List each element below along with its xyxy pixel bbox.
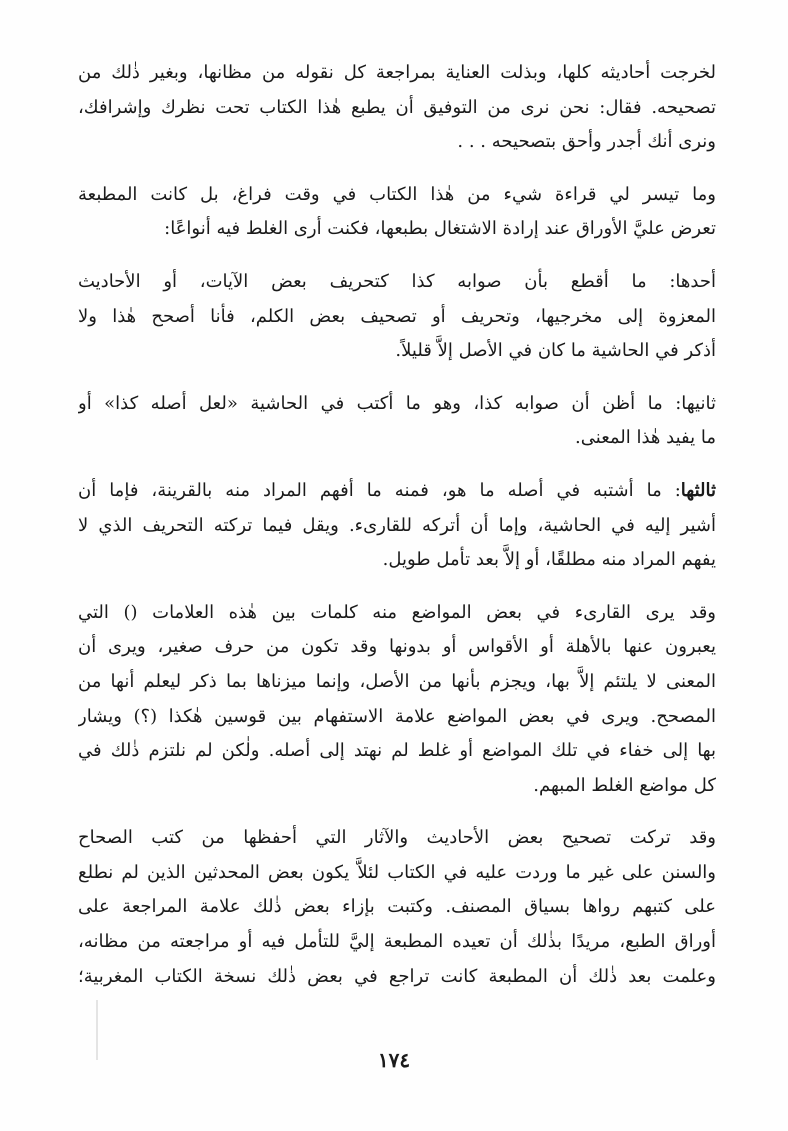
paragraph-6	[78, 596, 716, 804]
text-line: المعنى لا يلتئم إلاَّ بها، ويجزم بأنها من الأصل، وإنما ميزناها بما ذكر ليعلم أنها من	[78, 670, 716, 692]
text-line: كل مواضع الغلط المبهم.	[533, 774, 716, 796]
paragraph-5	[78, 474, 716, 578]
text-line: أشير إليه في الحاشية، وإما أن أتركه للقارىء. ويقل فيما تركته التحريف الذي لا	[78, 514, 716, 536]
paragraph-7	[78, 821, 716, 994]
paragraph-2	[78, 178, 716, 247]
text-line: المعزوة إلى مخرجيها، وتحريف أو تصحيف بعض الكلم، فأنا أصحح هٰذا ولا	[78, 305, 716, 327]
text-line: على كتبهم رواها بسياق المصنف. وكتبت بإزاء بعض ذٰلك علامة المراجعة على	[78, 896, 716, 918]
text-line: بها إلى خفاء في تلك المواضع أو غلط لم نهتد إلى أصله. ولٰكن لم نلتزم ذٰلك في	[78, 740, 716, 762]
paragraph-4	[78, 387, 716, 456]
text-line: تعرض عليَّ الأوراق عند إرادة الاشتغال بطبعها، فكنت أرى الغلط فيه أنواعًا:	[164, 218, 716, 240]
text-line: وعلمت بعد ذٰلك أن المطبعة كانت تراجع في بعض ذٰلك نسخة الكتاب المغربية؛	[78, 965, 716, 987]
text-line: أوراق الطبع، مريدًا بذٰلك أن تعيده المطبعة إليَّ للتأمل فيه أو مراجعته من مظانه،	[78, 931, 716, 953]
text-line: أذكر في الحاشية ما كان في الأصل إلاَّ قليلاً.	[395, 340, 716, 362]
text-line: ما يفيد هٰذا المعنى.	[575, 427, 716, 449]
text-line: وقد تركت تصحيح بعض الأحاديث والآثار التي أحفظها من كتب الصحاح	[78, 827, 716, 849]
paragraph-3	[78, 265, 716, 369]
text-line: والسنن على غير ما وردت عليه في الكتاب لئلاَّ يكون بعض المحدثين الذين لم نطلع	[78, 861, 716, 883]
text-line: وقد يرى القارىء في بعض المواضع منه كلمات بين هٰذه العلامات () التي	[78, 601, 716, 623]
text-line: يفهم المراد منه مطلقًا، أو إلاَّ بعد تأمل طويل.	[382, 549, 716, 571]
text-line: أحدها: ما أقطع بأن صوابه كذا كتحريف بعض الآيات، أو الأحاديث	[78, 270, 716, 292]
text-line: وما تيسر لي قراءة شيء من هٰذا الكتاب في وقت فراغ، بل كانت المطبعة	[78, 183, 716, 205]
body-text	[78, 56, 716, 1012]
text-line: ونرى أنك أجدر وأحق بتصحيحه . . .	[457, 131, 716, 153]
text-line: يعبرون عنها بالأهلة أو الأقواس أو بدونها وقد تكون من حرف صغير، ويرى أن	[78, 636, 716, 658]
text-line: لخرجت أحاديثه كلها، وبذلت العناية بمراجعة كل نقوله من مظانها، وبغير ذٰلك من	[78, 62, 716, 83]
text-line	[78, 474, 716, 509]
text-line: تصحيحه. فقال: نحن نرى من التوفيق أن يطبع هٰذا الكتاب تحت نظرك وإشرافك،	[78, 96, 716, 118]
text-segment: : ما أشتبه في أصله ما هو، فمنه ما أفهم المراد منه بالقرينة، فإما أن	[78, 479, 681, 501]
text-line: المصحح. ويرى في بعض المواضع علامة الاستفهام بين قوسين هٰكذا (؟) ويشار	[78, 705, 716, 727]
text-line: ثانيها: ما أظن أن صوابه كذا، وهو ما أكتب في الحاشية «لعل أصله كذا» أو	[78, 392, 716, 414]
bold-lead-word: ثالثها	[680, 479, 716, 501]
paragraph-1	[78, 56, 716, 160]
page-number: ١٧٤	[377, 1048, 411, 1072]
